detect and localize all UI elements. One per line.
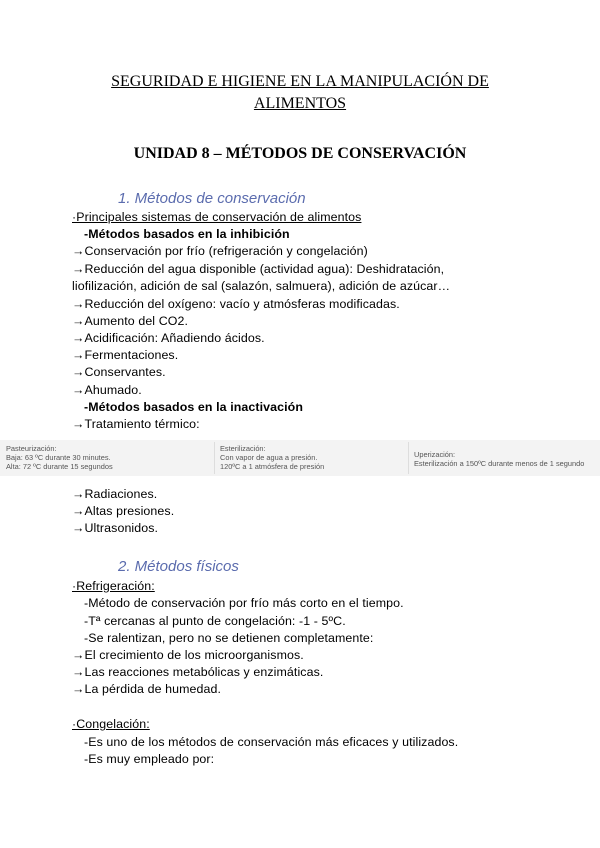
cell-line: Con vapor de agua a presión. [220, 453, 318, 462]
uperization-cell [414, 450, 584, 468]
list-item: →Reducción del oxígeno: vacío y atmósferas modificadas. [72, 297, 400, 311]
refrigeration-effect: →El crecimiento de los microorganismos. [72, 648, 304, 662]
list-item: →Ahumado. [72, 383, 142, 397]
refrigeration-point: -Se ralentizan, pero no se detienen completamente: [84, 631, 374, 645]
list-item: →Aumento del CO2. [72, 314, 189, 328]
document-title-line-2: ALIMENTOS [253, 95, 347, 112]
freezing-point: -Es uno de los métodos de conservación más eficaces y utilizados. [84, 735, 459, 749]
cell-title: Esterilización: [220, 444, 266, 453]
inhibition-heading: -Métodos basados en la inhibición [84, 227, 290, 241]
list-item: →Altas presiones. [72, 504, 175, 518]
refrigeration-effect: →La pérdida de humedad. [72, 682, 222, 696]
thermal-treatment-item: →Tratamiento térmico: [72, 417, 200, 431]
section-1-subheading: ·Principales sistemas de conservación de alimentos [72, 210, 362, 224]
list-item: →Acidificación: Añadiendo ácidos. [72, 331, 265, 345]
list-item: →Fermentaciones. [72, 348, 179, 362]
cell-line: Baja: 63 ºC durante 30 minutes. [6, 453, 111, 462]
list-item: liofilización, adición de sal (salazón, salmuera), adición de azúcar… [72, 279, 451, 293]
refrigeration-label: ·Refrigeración: [72, 579, 155, 593]
document-title-line-1: SEGURIDAD E HIGIENE EN LA MANIPULACIÓN DE [111, 73, 489, 90]
list-item: →Conservantes. [72, 365, 166, 379]
section-1-heading: 1. Métodos de conservación [118, 190, 306, 207]
thermal-treatment-table [0, 440, 600, 476]
freezing-point: -Es muy empleado por: [84, 752, 215, 766]
list-item: →Radiaciones. [72, 487, 158, 501]
section-2-heading: 2. Métodos físicos [118, 558, 239, 575]
unit-title: UNIDAD 8 – MÉTODOS DE CONSERVACIÓN [133, 145, 467, 162]
document-title [60, 71, 540, 115]
pasteurization-cell [6, 444, 113, 471]
cell-title: Pasteurización: [6, 444, 57, 453]
cell-line: 120ºC a 1 atmósfera de presión [220, 462, 325, 471]
list-item: →Ultrasonidos. [72, 521, 159, 535]
table-divider [214, 442, 215, 474]
sterilization-cell [220, 444, 324, 471]
cell-title: Uperización: [414, 450, 456, 459]
list-item: →Reducción del agua disponible (actividad agua): Deshidratación, [72, 262, 445, 276]
inactivation-heading: -Métodos basados en la inactivación [84, 400, 304, 414]
refrigeration-point: -Método de conservación por frío más corto en el tiempo. [84, 596, 404, 610]
refrigeration-effect: →Las reacciones metabólicas y enzimáticas. [72, 665, 324, 679]
cell-line: Esterilización a 150ºC durante menos de 1 segundo [414, 459, 585, 468]
list-item: →Conservación por frío (refrigeración y congelación) [72, 244, 368, 258]
table-divider [408, 442, 409, 474]
freezing-label: ·Congelación: [72, 717, 150, 731]
cell-line: Alta: 72 ºC durante 15 segundos [6, 462, 113, 471]
refrigeration-point: -Tª cercanas al punto de congelación: -1 - 5ºC. [84, 614, 346, 628]
